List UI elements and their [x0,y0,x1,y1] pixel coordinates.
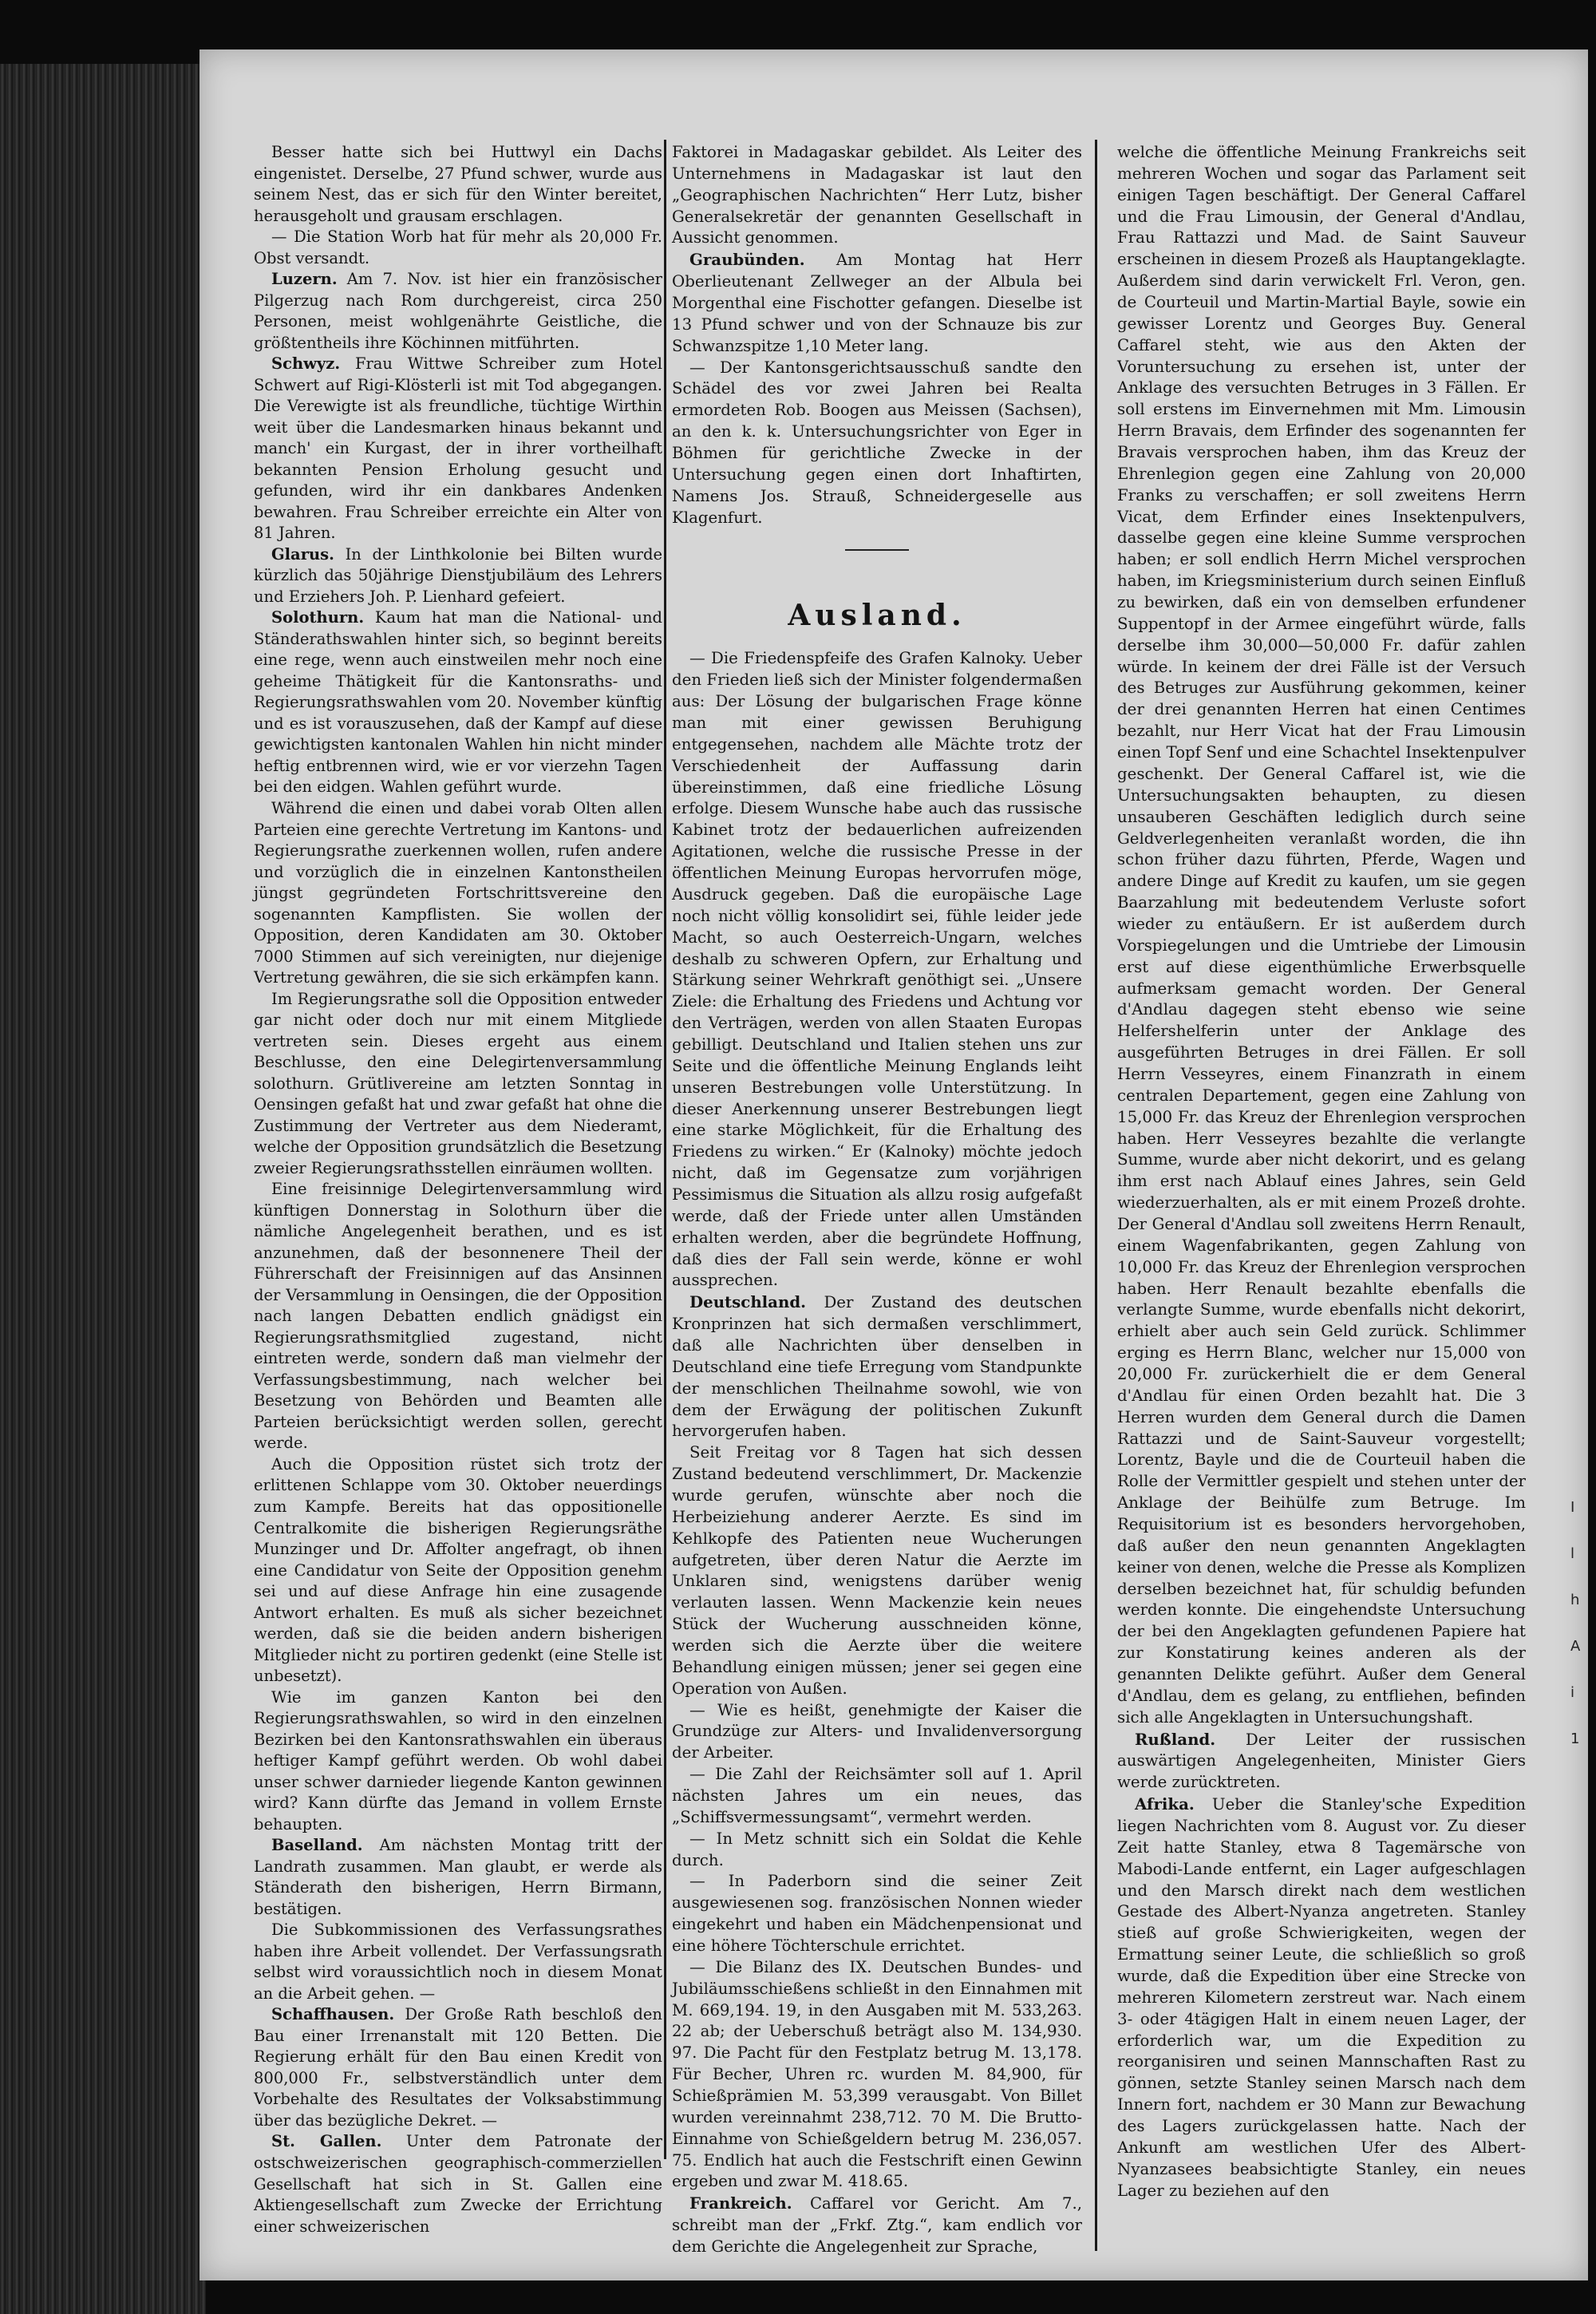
article-paragraph [672,1829,1082,1872]
article-heading: Schaffhausen. [271,2005,395,2024]
column-rule [664,140,666,2159]
article-text: — Die Zahl der Reichsämter soll auf 1. April nächsten Jahres um ein neues, das „Schiffsvermessungsamt“, vermehrt werden. [672,1765,1082,1826]
article-heading: Luzern. [271,270,338,289]
edge-mark: h [1570,1592,1580,1608]
article-text: — In Paderborn sind die seiner Zeit ausgewiesenen sog. französischen Nonnen wieder eingekehrt und haben ein Mädchenpensionat und eine höhere Töchterschule errichtet. [672,1872,1082,1956]
article-paragraph [672,249,1082,357]
article-text: Kaum hat man die National- und Ständerathswahlen hinter sich, so beginnt bereits eine rege, wenn auch einstweilen mehr noch eine geheime Thätigkeit für die Kantonsraths- und Regierungsrathswahlen vom 20. November künftig und es ist vorauszusehen, daß der Kampf auf diese gewichtigsten kantonalen Wahlen hin nicht minder heftig entbrennen wird, wie er vor vierzehn Tagen bei den eidgen. Wahlen geführt wurde. [254,608,662,797]
section-divider [845,549,909,551]
edge-mark: 1 [1570,1731,1580,1747]
edge-mark: l [1570,1545,1575,1562]
middle-column [672,142,1082,2258]
article-text: Wie im ganzen Kanton bei den Regierungsrathswahlen, so wird in den einzelnen Bezirken bei den Kantonsrathswahlen ein überaus heftiger Kampf geführt werden. Ob wohl dabei unser schwer darnieder liegende Kanton gewinnen wird? Kann dürfte das Jemand in vollem Ernste behaupten. [254,1687,662,1833]
article-text: — In Metz schnitt sich ein Soldat die Kehle durch. [672,1829,1082,1869]
article-paragraph [672,1871,1082,1956]
article-text: Unter dem Patronate der ostschweizerischen geographisch-commerziellen Gesellschaft hat sich in St. Gallen eine Aktiengesellschaft zum Zwecke der Errichtung einer schweizerischen [254,2132,662,2236]
article-paragraph [254,2131,662,2237]
article-text: welche die öffentliche Meinung Frankreichs seit mehreren Wochen und sogar das Parlament seit einigen Tagen beschäftigt. Der General Caffarel und die Frau Limousin, der General d'Andlau, Frau Rattazzi und Mad. de Saint Sauveur erscheinen in diesem Prozeß als Hauptangeklagte. Außerdem sind darin verwickelt Frl. Veron, gen. de Courteuil und Martin-Martial Bayle, sowie ein gewisser Lorentz und Georges Buy. General Caffarel steht, wie aus den Akten der Voruntersuchung zu ersehen ist, unter der Anklage des versuchten Betruges in 3 Fällen. Er soll erstens im Einvernehmen mit Mm. Limousin Herrn Bravais, dem Erfinder des sogenannten fer Bravais versprochen haben, ihm das Kreuz der Ehrenlegion gegen eine Zahlung von 20,000 Franks zu verschaffen; er soll zweitens Herrn Vicat, dem Erfinder eines Insektenpulvers, dasselbe gegen eine kleine Summe versprochen haben; er soll endlich Herrn Michel versprochen haben, im Kriegsministerium durch seinen Einfluß zu bewirken, daß ein von demselben erfundener Suppentopf in der Armee eingeführt würde, falls derselbe ihm 30,000—50,000 Fr. dafür zahlen würde. In keinem der drei Fälle ist der Versuch des Betruges zur Ausführung gekommen, keiner der drei genannten Herren hat einen Centimes bezahlt, nur Herr Vicat hat der Frau Limousin einen Topf Senf und eine Schachtel Insektenpulver geschenkt. Der General Caffarel ist, wie die Untersuchungsakten behaupten, zu diesen unsauberen Geschäften lediglich durch seine Geldverlegenheiten veranlaßt worden, die ihn schon früher dazu führten, Pferde, Wagen und andere Dinge auf Kredit zu kaufen, um sie gegen Baarzahlung mit bedeutendem Verluste sofort wieder zu entäußern. Er ist außerdem durch Vorspiegelungen und die Umtriebe der Limousin erst auf diese eigenthümliche Erwerbsquelle aufmerksam gemacht worden. Der General d'Andlau dagegen steht ebenso wie seine Helfershelferin unter der Anklage des ausgeführten Betruges in drei Fällen. Er soll Herrn Vesseyres, einem Finanzrath in einem centralen Departement, gegen eine Zahlung von 15,000 Fr. das Kreuz der Ehrenlegion versprochen haben. Herr Vesseyres bezahlte die verlangte Summe, wurde aber nicht dekorirt, und es gelang ihm erst nach Ablauf eines Jahres, sein Geld wiederzuerhalten, als er mit einem Prozeß drohte. Der General d'Andlau soll zweitens Herrn Renault, einem Wagenfabrikanten, gegen Zahlung von 10,000 Fr. das Kreuz der Ehrenlegion versprochen haben. Herr Renault bezahlte ebenfalls die verlangte Summe, wurde ebenfalls nicht dekorirt, erhielt aber auch sein Geld zurück. Schlimmer erging es Herrn Blanc, welcher nur 15,000 von 20,000 Fr. zurückerhielt die er dem General d'Andlau für einen Orden bezahlt hat. Die 3 Herren wurden dem General durch die Damen Rattazzi und de Saint-Sauveur vorgestellt; Lorentz, Bayle und die de Courteuil haben die Rolle der Vermittler gespielt und stehen unter der Anklage der Beihülfe zum Betruge. Im Requisitorium ist es besonders hervorgehoben, daß außer den neun genannten Angeklagten keiner von denen, welche die Presse als Komplizen derselben bezeichnet hat, für schuldig befunden werden konnte. Die eingehendste Untersuchung der bei den Angeklagten gefundenen Papiere hat zur Konstatirung keines anderen als der genannten Delikte geführt. Außer dem General d'Andlau, dem es gelang, zu entfliehen, befinden sich alle Angeklagten in Untersuchungshaft. [1117,143,1526,1727]
article-paragraph [672,1700,1082,1765]
article-paragraph [672,1442,1082,1699]
article-text: Am Montag hat Herr Oberlieutenant Zellweger an der Albula bei Morgenthal eine Fischotter gefangen. Dieselbe ist 13 Pfund schwer und von der Schnauze bis zur Schwanzspitze 1,10 Meter lang. [672,251,1082,355]
article-paragraph [254,1454,662,1687]
article-paragraph [672,1957,1082,2193]
article-text: — Die Bilanz des IX. Deutschen Bundes- und Jubiläumsschießens schließt in den Einnahmen mit M. 669,194. 19, in den Ausgaben mit M. 533,263. 22 ab; der Ueberschuß beträgt also M. 134,930. 97. Die Pacht für den Festplatz betrug M. 13,178. Für Becher, Uhren rc. wurden M. 84,900, für Schießprämien M. 53,399 verausgabt. Von Billet wurden vereinnahmt 238,712. 70 M. Die Brutto-Einnahme von Schießgeldern betrug M. 236,057. 75. Endlich hat auch die Festschrift einen Gewinn ergeben und zwar M. 418.65. [672,1957,1082,2191]
article-text: — Wie es heißt, genehmigte der Kaiser die Grundzüge zur Alters- und Invalidenversorgung der Arbeiter. [672,1700,1082,1762]
edge-mark: A [1570,1638,1581,1655]
middle-column-foreign-news [672,648,1082,2257]
article-paragraph [254,354,662,544]
article-paragraph [254,544,662,608]
article-paragraph [254,1179,662,1454]
article-text: Am 7. Nov. ist hier ein französischer Pilgerzug nach Rom durchgereist, circa 250 Personen, meist wohlgenährte Geistliche, die größtentheils ihre Köchinnen mitführten. [254,270,662,352]
article-text: Der Zustand des deutschen Kronprinzen hat sich dermaßen verschlimmert, daß alle Nachrichten über denselben in Deutschland eine tiefe Erregung vom Standpunkte der menschlichen Theilnahme sowohl, wie von dem der Erwägung der politischen Zukunft hervorgerufen haben. [672,1293,1083,1441]
article-paragraph [254,607,662,798]
article-heading: Schwyz. [271,354,341,374]
middle-column-swiss-news [672,142,1082,528]
article-paragraph [254,2004,662,2131]
section-heading-ausland: Ausland. [788,599,966,633]
article-heading: Baselland. [271,1836,363,1855]
article-paragraph [672,358,1082,529]
article-text: Seit Freitag vor 8 Tagen hat sich dessen Zustand bedeutend verschlimmert, Dr. Mackenzie wurde gerufen, wünschte aber noch die Herbeiziehung anderer Aerzte. Es sind im Kehlkopfe des Patienten neue Wucherungen aufgetreten, über deren Natur die Aerzte im Unklaren sind, wenigstens darüber wenig verlauten lassen. Wenn Mackenzie kein neues Stück der Wucherung ausschneiden könne, werden sich die Aerzte über die weitere Behandlung einigen müssen; jener sei gegen eine Operation von Außen. [672,1443,1082,1698]
article-text: — Der Kantonsgerichtsausschuß sandte den Schädel des vor zwei Jahren bei Realta ermordeten Rob. Boogen aus Meissen (Sachsen), an den k. k. Untersuchungsrichter von Eger in Böhmen für gerichtliche Zwecke in der Untersuchung gegen einen dort Inhaftirten, Namens Jos. Strauß, Schneidergeselle aus Klagenfurt. [672,358,1082,527]
right-column [1117,142,1526,2202]
article-paragraph [672,1291,1082,1442]
article-paragraph [254,269,662,354]
article-paragraph [254,142,662,227]
article-text: Besser hatte sich bei Huttwyl ein Dachs eingenistet. Derselbe, 27 Pfund schwer, wurde aus seinem Nest, das er sich für den Winter bereitet, herausgeholt und grausam erschlagen. [254,143,662,225]
article-text: Die Subkommissionen des Verfassungsrathes haben ihre Arbeit vollendet. Der Verfassungsrath selbst wird voraussichtlich noch in diesem Monat an die Arbeit gehen. — [254,1920,662,2003]
article-text: — Die Friedenspfeife des Grafen Kalnoky. Ueber den Frieden ließ sich der Minister folgendermaßen aus: Der Lösung der bulgarischen Frage könne man mit einer gewissen Beruhigung entgegensehen, nachdem alle Mächte trotz der Verschiedenheit der Auffassung darin übereinstimmen, daß eine friedliche Lösung erfolge. Diesem Wunsche habe auch das russische Kabinet trotz der bedauerlichen aufreizenden Agitationen, welche die russische Presse in der öffentlichen Meinung Europas hervorrufen möge, Ausdruck gegeben. Daß die europäische Lage noch nicht völlig konsolidirt sei, fühle leider jede Macht, so auch Oesterreich-Ungarn, welches deshalb zu schweren Opfern, zur Erhaltung und Stärkung seiner Wehrkraft genöthigt sei. „Unsere Ziele: die Erhaltung des Friedens und Achtung vor den Verträgen, werden von allen Staaten Europas gebilligt. Deutschland und Italien stehen uns zur Seite und die öffentliche Meinung Englands leiht unseren Bestrebungen volle Unterstützung. In dieser Anerkennung unserer Bestrebungen liegt eine starke Möglichkeit, für die Erhaltung des Friedens zu wirken.“ Er (Kalnoky) möchte jedoch nicht, daß im Gegensatze zum vorjährigen Pessimismus die Situation als allzu rosig aufgefaßt werde, daß der Friede unter allen Umständen erhalten werden, aber die begründete Hoffnung, daß dies der Fall sein werde, könne er wohl aussprechen. [672,649,1082,1290]
edge-mark: I [1570,1499,1575,1516]
page-edge-marks [1570,1485,1590,1762]
book-page-edges [0,64,206,2314]
article-heading: Glarus. [271,544,334,564]
article-paragraph [1117,1729,1526,1794]
article-paragraph [1117,1794,1526,2201]
article-heading: Graubünden. [689,250,805,270]
article-paragraph [672,1764,1082,1829]
article-text: Der Große Rath beschloß den Bau einer Irrenanstalt mit 120 Betten. Die Regierung erhält für den Bau einen Kredit von 800,000 Fr., selbstverständlich unter dem Vorbehalte des Resultates der Volksabstimmung über das bezügliche Dekret. — [254,2005,662,2130]
article-text: Der Leiter der russischen auswärtigen Angelegenheiten, Minister Giers werde zurücktreten. [1117,1730,1527,1792]
article-paragraph [254,1687,662,1836]
article-paragraph [672,2193,1082,2258]
article-text: Während die einen und dabei vorab Olten allen Parteien eine gerechte Vertretung im Kantons- und Regierungsrathe zuerkennen wollen, rufen andere und vorzüglich die in einzelnen Kantonstheilen jüngst gegründeten Fortschrittsvereine den sogenannten Kampflisten. Sie wollen der Opposition, deren Kandidaten am 30. Oktober 7000 Stimmen auf sich vereinigten, nur diejenige Vertretung gewähren, die sie sich erkämpfen kann. [254,798,662,987]
article-text: — Die Station Worb hat für mehr als 20,000 Fr. Obst versandt. [254,227,662,267]
column-rule [1095,140,1097,2251]
article-heading: St. Gallen. [271,2132,382,2151]
article-heading: Solothurn. [271,608,365,627]
article-heading: Afrika. [1135,1794,1195,1814]
article-heading: Frankreich. [689,2193,792,2213]
article-paragraph [254,1920,662,2004]
article-paragraph [254,227,662,269]
article-text: Frau Wittwe Schreiber zum Hotel Schwert auf Rigi-Klösterli ist mit Tod abgegangen. Die Verewigte ist als freundliche, tüchtige Wirthin weit über die Landesmarken hinaus bekannt und manch' ein Kurgast, der in ihrer vortheilhaft bekannten Pension Erholung gesucht und gefunden, wird ihr ein dankbares Andenken bewahren. Frau Schreiber erreichte ein Alter von 81 Jahren. [254,354,662,543]
article-paragraph [254,989,662,1180]
article-text: In der Linthkolonie bei Bilten wurde kürzlich das 50jährige Dienstjubiläum des Lehrers und Erziehers Joh. P. Lienhard gefeiert. [254,544,663,606]
article-text: Im Regierungsrathe soll die Opposition entweder gar nicht oder doch nur mit einem Mitgliede vertreten sein. Dieses ergeht aus einem Beschlusse, den eine Delegirtenversammlung solothurn. Grütlivereine am letzten Sonntag in Oensingen gefaßt hat und zwar gefaßt hat ohne die Zustimmung der Vertreter aus dem Niederamt, welche der Opposition grundsätzlich die Besetzung zweier Regierungsrathsstellen einräumen wollten. [254,989,662,1177]
article-text: Eine freisinnige Delegirtenversammlung wird künftigen Donnerstag in Solothurn über die nämliche Angelegenheit berathen, und es ist anzunehmen, daß der besonnenere Theil der Führerschaft der Freisinnigen auf das Ansinnen der Versammlung in Oensingen, die der Opposition nach langen Debatten endlich gnädigst ein Regierungsrathsmitglied zugestand, nicht eintreten werde, sondern daß man vielmehr der Verfassungsbestimmung, nach welcher bei Besetzung von Behörden und Beamten alle Parteien berücksichtigt werden sollen, gerecht werde. [254,1180,662,1453]
left-column [254,142,662,2237]
edge-mark: i [1570,1684,1575,1701]
article-paragraph [672,142,1082,249]
article-heading: Rußland. [1135,1729,1216,1749]
article-paragraph [254,798,662,989]
article-paragraph [672,648,1082,1291]
article-heading: Deutschland. [689,1292,807,1312]
article-text: Ueber die Stanley'sche Expedition liegen Nachrichten vom 8. August vor. Zu dieser Zeit hatte Stanley, etwa 8 Tagemärsche von Mabodi-Lande entfernt, ein Lager aufgeschlagen und den Marsch direkt nach dem westlichen Gestade des Albert-Nyanza angetreten. Stanley stieß auf große Schwierigkeiten, wegen der Ermattung seiner Leute, die schließlich so groß wurde, daß die Expedition über eine Strecke von mehreren Kilometern zerstreut war. Nach einem 3- oder 4tägigen Halt in einem neuen Lager, der erforderlich war, um die Expedition zu reorganisiren und seinen Mannschaften Rast zu gönnen, setzte Stanley seinen Marsch nach dem Innern fort, nachdem er 30 Mann zur Bewachung des Lagers zurückgelassen hatte. Nach der Ankunft am westlichen Ufer des Albert-Nyanzasees beabsichtigte Stanley, ein neues Lager zu beziehen auf den [1117,1795,1527,2200]
article-paragraph [254,1835,662,1920]
article-text: Auch die Opposition rüstet sich trotz der erlittenen Schlappe vom 30. Oktober neuerdings zum Kampfe. Bereits hat das oppositionelle Centralkomite die bisherigen Regierungsräthe Munzinger und Dr. Affolter angefragt, ob ihnen eine Candidatur von Seite der Opposition genehm sei und auf diese Anfrage hin eine zusagende Antwort erhalten. Es muß als sicher bezeichnet werden, daß sie die beiden andern bisherigen Mitglieder nicht zu portiren gedenkt (eine Stelle ist unbesetzt). [254,1454,662,1686]
article-text: Caffarel vor Gericht. Am 7., schreibt man der „Frkf. Ztg.“, kam endlich vor dem Gerichte die Angelegenheit zur Sprache, [672,2194,1082,2257]
article-paragraph [1117,142,1526,1729]
article-text: Faktorei in Madagaskar gebildet. Als Leiter des Unternehmens in Madagaskar ist laut den „Geographischen Nachrichten“ Herr Lutz, bisher Generalsekretär der genannten Gesellschaft in Aussicht genommen. [672,143,1082,247]
article-text: Am nächsten Montag tritt der Landrath zusammen. Man glaubt, er werde als Ständerath den bisherigen, Herrn Birmann, bestätigen. [254,1836,662,1918]
